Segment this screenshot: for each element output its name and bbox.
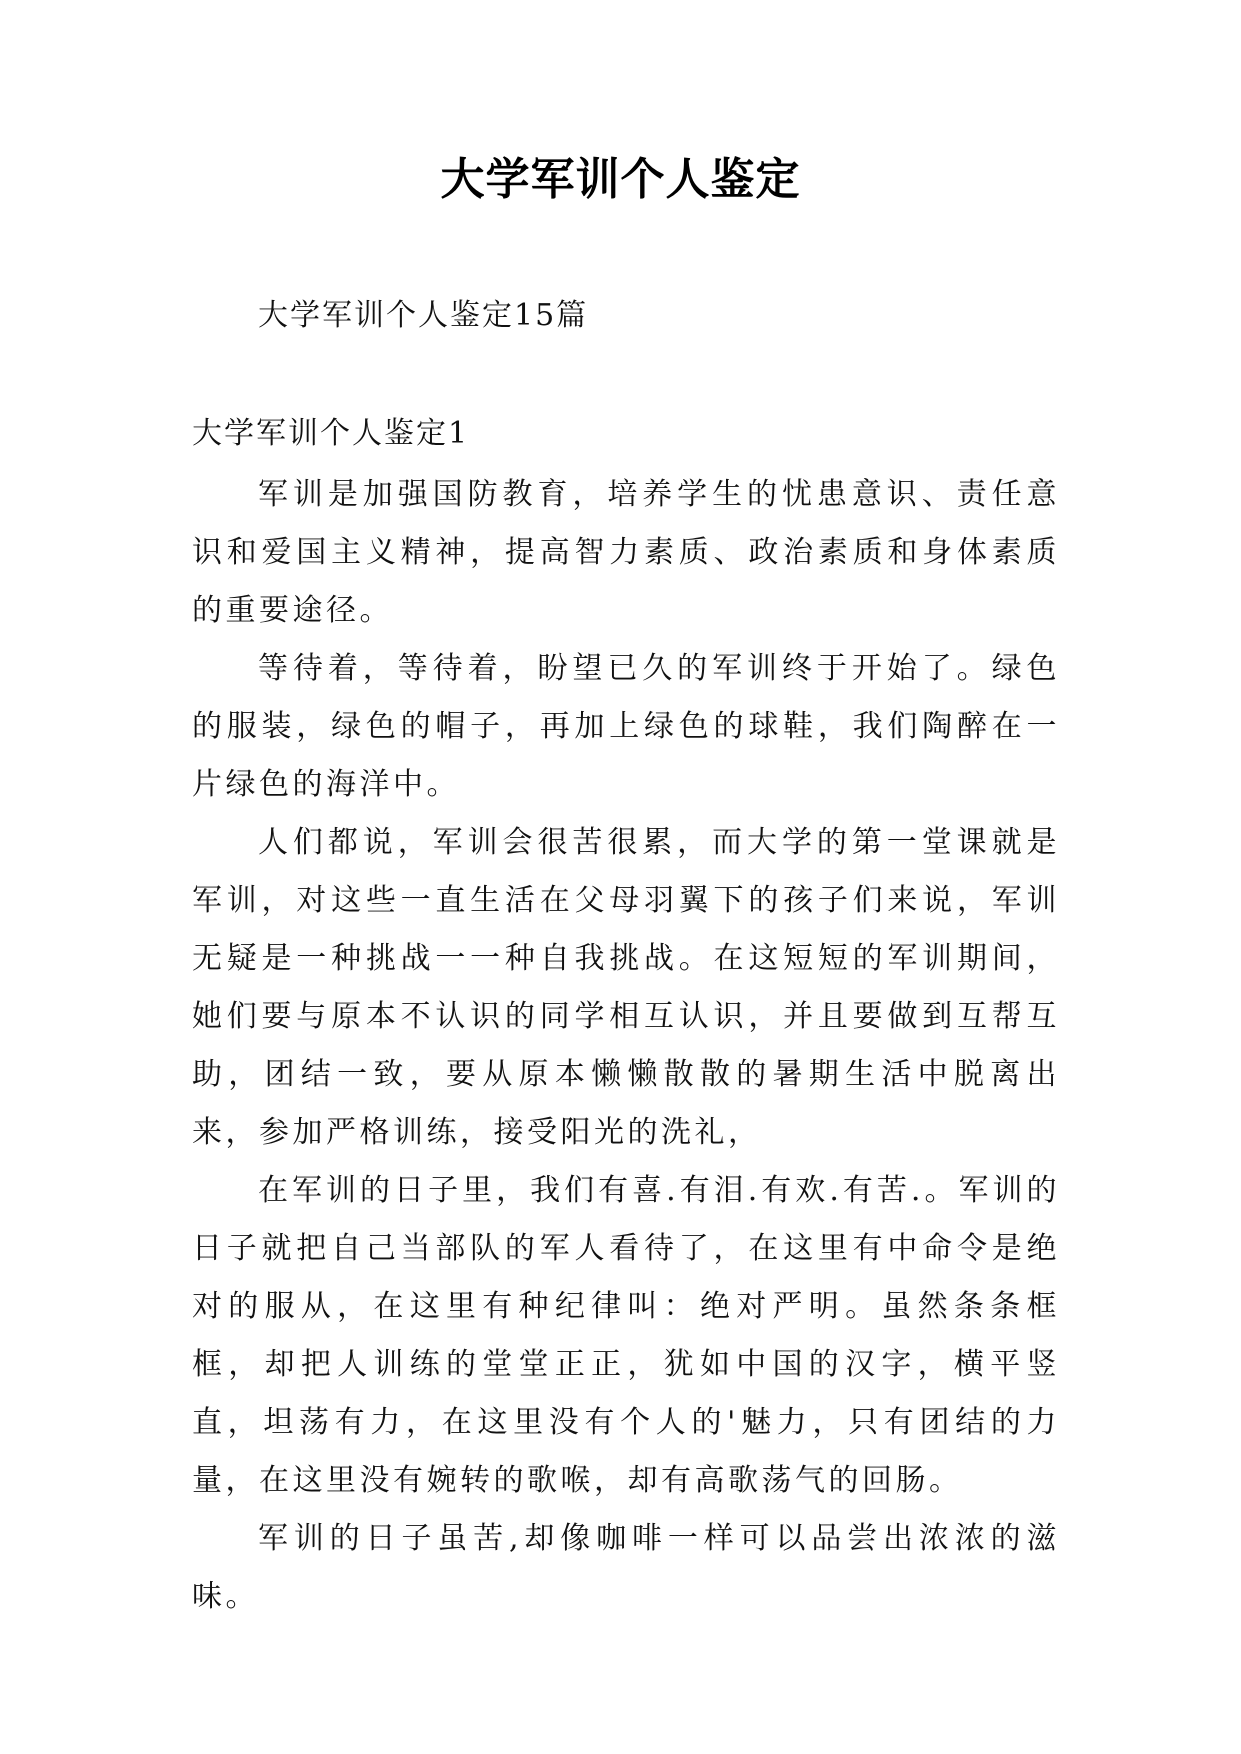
paragraph: 军训的日子虽苦,却像咖啡一样可以品尝出浓浓的滋味。 [192,1521,1060,1614]
document-subtitle: 大学军训个人鉴定15篇 [258,298,589,333]
paragraph: 在军训的日子里，我们有喜.有泪.有欢.有苦.。军训的日子就把自己当部队的军人看待了，在这里有中命令是绝对的服从，在这里有种纪律叫：绝对严明。虽然条条框框，却把人训练的堂堂正正，犹如中国的汉字，横平竖直，坦荡有力，在这里没有个人的'魅力，只有团结的力量，在这里没有婉转的歌喉，却有高歌荡气的回肠。 [192,1173,1060,1498]
section-heading: 大学军训个人鉴定1 [192,416,470,451]
paragraph: 人们都说，军训会很苦很累，而大学的第一堂课就是军训，对这些一直生活在父母羽翼下的孩子们来说，军训无疑是一种挑战一一种自我挑战。在这短短的军训期间，她们要与原本不认识的同学相互认识，并且要做到互帮互助，团结一致，要从原本懒懒散散的暑期生活中脱离出来，参加严格训练，接受阳光的洗礼， [192,825,1060,1150]
paragraph: 军训是加强国防教育，培养学生的忧患意识、责任意识和爱国主义精神，提高智力素质、政治素质和身体素质的重要途径。 [192,477,1060,628]
paragraph: 等待着，等待着，盼望已久的军训终于开始了。绿色的服装，绿色的帽子，再加上绿色的球鞋，我们陶醉在一片绿色的海洋中。 [192,651,1060,802]
document-title: 大学军训个人鉴定 [440,154,801,205]
body-text [192,466,1060,1626]
